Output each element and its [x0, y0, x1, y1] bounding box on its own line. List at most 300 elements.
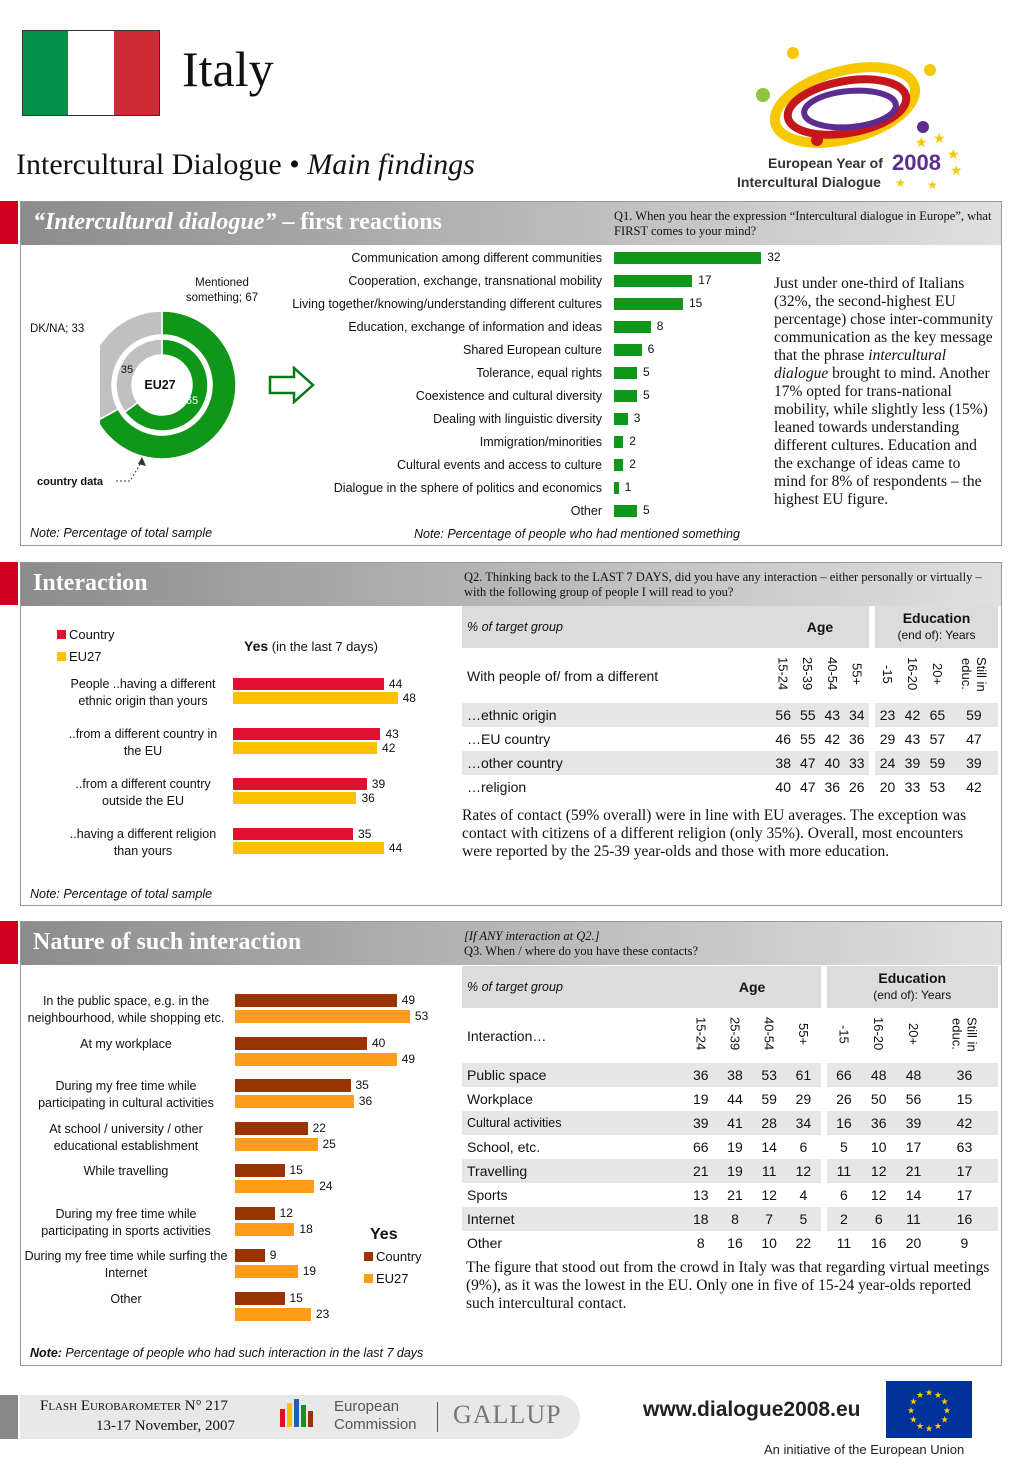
bar: [235, 994, 397, 1007]
footer-dates: 13-17 November, 2007: [96, 1418, 235, 1434]
table-cell: 6: [799, 1139, 808, 1155]
table-cell: 36: [861, 1111, 896, 1135]
table-cell: 33: [845, 751, 870, 775]
table-cell: 17: [905, 1139, 922, 1155]
section3-legend: [364, 1224, 422, 1290]
eu-star: ★: [934, 1421, 943, 1432]
column-header-label: 20+: [929, 662, 945, 686]
bar-label: During my free time while participating in cultural activities: [38, 1079, 214, 1110]
eu-star: ★: [909, 1414, 918, 1425]
row-label: …EU country: [467, 731, 551, 747]
column-header: [684, 1008, 718, 1063]
section3-header: [21, 922, 1001, 965]
section2-marker: [0, 562, 18, 605]
table-cell: 17: [956, 1187, 973, 1203]
table-cell: 13: [692, 1187, 709, 1203]
country-data-arrow: [112, 455, 152, 487]
table-cell: 39: [950, 751, 998, 775]
table-cell: 4: [799, 1187, 808, 1203]
table-cell: 33: [904, 779, 921, 795]
table-cell: 38: [771, 751, 796, 775]
bar: [235, 1180, 314, 1193]
column-header-label: 25-39: [727, 1017, 743, 1051]
table-cell: 42: [966, 779, 982, 795]
bar-value: 23: [315, 1306, 330, 1321]
education-label: Education: [878, 970, 947, 986]
footer-divider: [437, 1402, 438, 1432]
table-cell: 56: [771, 703, 796, 727]
section3-note: Note: Percentage of people who had such interaction in the last 7 days: [30, 1346, 424, 1360]
section2-header: [21, 563, 1001, 606]
bar-label: Cooperation, exchange, transnational mobility: [348, 274, 602, 288]
bar-label: Education, exchange of information and ideas: [348, 320, 602, 334]
bar: [233, 678, 384, 690]
bar-label: Tolerance, equal rights: [476, 366, 602, 380]
donut-inner-dk: 35: [120, 364, 134, 376]
bar-label: Dealing with linguistic diversity: [433, 412, 602, 426]
gallup-logo: GALLUP: [453, 1400, 562, 1429]
bar: [235, 1308, 311, 1321]
table-cell: 28: [752, 1111, 786, 1135]
bar-value: 2: [629, 434, 636, 448]
bar: [614, 367, 637, 379]
bar-value: 53: [414, 1009, 429, 1023]
table-row: [462, 751, 998, 775]
row-label: …ethnic origin: [462, 703, 771, 727]
section2-legend: [57, 624, 115, 668]
bar-value: 48: [402, 691, 416, 705]
bar-label: ..from a different country in the EU: [68, 727, 218, 758]
section3-heading: Nature of such interaction: [33, 929, 302, 955]
bar-value: 49: [401, 993, 416, 1007]
column-header-label: 40-54: [761, 1017, 777, 1051]
table-cell: 43: [820, 703, 845, 727]
bar: [233, 828, 353, 840]
section3-question: [If ANY interaction at Q2.] Q3. When / where do you have these contacts?: [464, 929, 699, 958]
column-header: [752, 1008, 786, 1063]
donut-mentioned-label: Mentioned something; 67: [185, 277, 259, 304]
table-cell: 63: [956, 1139, 973, 1155]
bar: [233, 842, 384, 854]
footer-url[interactable]: www.dialogue2008.eu: [643, 1398, 861, 1421]
table-cell: 12: [761, 1187, 777, 1203]
bar: [614, 321, 651, 333]
column-header-label: 16-20: [871, 1017, 887, 1051]
row-label: Workplace: [467, 1091, 533, 1107]
table-cell: 7: [752, 1207, 786, 1231]
table-cell: 26: [836, 1091, 852, 1107]
bar: [614, 252, 761, 264]
table-cell: 16: [827, 1111, 862, 1135]
bar-value: 35: [358, 827, 372, 841]
column-header-label: 55+: [849, 662, 865, 686]
donut-center-label: EU27: [144, 378, 176, 392]
bar-value: 24: [319, 1179, 333, 1193]
table-cell: 36: [824, 779, 841, 795]
section2-question: Q2. Thinking back to the LAST 7 DAYS, did you have any interaction – either personally or virtually – with the following group of people I will read to you?: [464, 570, 982, 599]
bar-value: 36: [358, 1094, 373, 1108]
eurobarometer-icon: [276, 1395, 322, 1431]
row-header: Interaction…: [467, 1027, 547, 1044]
bar: [614, 390, 637, 402]
column-header: [950, 648, 998, 703]
table-cell: 20: [879, 779, 896, 795]
table-cell: 55: [795, 703, 820, 727]
table-cell: 19: [692, 1091, 709, 1107]
bar-value: 5: [643, 388, 650, 402]
table-row: [462, 1207, 998, 1231]
eu-star: ★: [925, 1423, 934, 1434]
bar: [235, 1138, 318, 1151]
table-cell: 61: [786, 1063, 820, 1087]
table-cell: 11: [827, 1159, 862, 1183]
table-cell: 53: [752, 1063, 786, 1087]
bar-value: 49: [401, 1051, 416, 1066]
column-header-label: Still in educ.: [958, 656, 989, 692]
section1-marker: [0, 201, 18, 244]
table-row: [462, 1183, 998, 1207]
row-label: Travelling: [462, 1159, 684, 1183]
table-cell: 40: [775, 779, 791, 795]
svg-text:★: ★: [895, 176, 906, 190]
education-header: [827, 966, 998, 1008]
bar-value: 17: [698, 273, 712, 287]
education-sub: (end of): Years: [897, 628, 976, 642]
footer-marker: [0, 1395, 18, 1439]
table-cell: 55: [799, 731, 816, 747]
bar: [614, 505, 637, 517]
section3-paragraph: The figure that stood out from the crowd in Italy was that regarding virtual meetings (9%), as it was the lowest in the EU. Only one in five of 15-24 year-olds reported such intercultural contact.: [466, 1259, 990, 1312]
column-header-label: Still in educ.: [949, 1016, 980, 1052]
section1-heading: “Intercultural dialogue” – first reactions: [33, 209, 442, 235]
section2-chart-title: Yes (in the last 7 days): [244, 638, 378, 654]
table-cell: 29: [879, 731, 896, 747]
table-cell: 5: [786, 1207, 820, 1231]
bar: [614, 482, 619, 494]
eu-star: ★: [925, 1387, 934, 1398]
bar-label: While travelling: [83, 1164, 169, 1178]
bar-value: 32: [767, 250, 781, 264]
table-cell: 8: [718, 1207, 752, 1231]
bar: [235, 1095, 354, 1108]
bar: [235, 1079, 351, 1092]
bar: [235, 1010, 410, 1023]
eu-stars-icon: [886, 1381, 972, 1438]
section1-question: Q1. When you hear the expression “Intercultural dialogue in Europe”, what FIRST comes to your mind?: [614, 209, 992, 238]
bar-value: 15: [289, 1290, 303, 1305]
column-header-label: 25-39: [800, 657, 816, 691]
table-cell: 44: [727, 1091, 743, 1107]
column-header: [786, 1008, 820, 1063]
column-header: [900, 648, 925, 703]
legend-country: Country: [364, 1246, 422, 1268]
table-cell: 2: [827, 1207, 862, 1231]
table-cell: 10: [761, 1235, 777, 1251]
bar: [235, 1164, 285, 1177]
table-cell: 50: [870, 1091, 887, 1107]
section3-marker: [0, 921, 18, 964]
bar: [235, 1053, 397, 1066]
flag-red-stripe: [114, 31, 159, 115]
column-header: [925, 648, 950, 703]
table-cell: 65: [925, 703, 950, 727]
table-cell: 12: [786, 1159, 820, 1183]
column-header: [896, 1008, 931, 1063]
legend-country: Country: [57, 624, 115, 646]
table-cell: 11: [752, 1159, 786, 1183]
bar-value: 22: [312, 1120, 326, 1135]
section2-paragraph: Rates of contact (59% overall) were in line with EU averages. The exception was contact with citizens of a different religion (only 35%). Overall, most encounters were reported by the 25-39 year-olds and those with more education.: [462, 807, 967, 860]
bar-value: 42: [382, 741, 396, 755]
eu-star: ★: [943, 1405, 952, 1416]
table-cell: 20: [905, 1235, 922, 1251]
table-cell: 36: [849, 731, 865, 747]
table-cell: 57: [929, 731, 946, 747]
eu-star: ★: [916, 1389, 925, 1400]
bar-label: ..from a different country outside the EU: [75, 777, 211, 808]
bar-label: At my workplace: [80, 1036, 172, 1051]
education-sub: (end of): Years: [873, 988, 952, 1002]
eu-star: ★: [916, 1421, 925, 1432]
table-cell: 47: [966, 731, 982, 747]
table-cell: 59: [761, 1091, 777, 1107]
column-header-label: 15-24: [775, 657, 791, 691]
table-cell: 11: [896, 1207, 931, 1231]
section1-note-right: Note: Percentage of people who had mentioned something: [414, 527, 740, 541]
bar: [235, 1207, 275, 1220]
table-cell: 53: [929, 779, 946, 795]
table-cell: 42: [824, 731, 841, 747]
row-label: School, etc.: [467, 1139, 541, 1155]
table-cell: 29: [795, 1091, 812, 1107]
table-cell: 16: [727, 1235, 743, 1251]
nature-table: [462, 966, 998, 1255]
table-cell: 17: [931, 1159, 998, 1183]
column-header-label: -15: [836, 1024, 852, 1044]
table-row: [462, 1111, 998, 1135]
section3-legend-title: Yes: [370, 1226, 398, 1243]
eu-star: ★: [909, 1396, 918, 1407]
svg-text:★: ★: [915, 134, 928, 150]
bar-value: 12: [279, 1205, 293, 1220]
table-cell: 39: [900, 751, 925, 775]
table-cell: 48: [861, 1063, 896, 1087]
italy-flag: [22, 30, 160, 116]
bar: [614, 413, 628, 425]
bar-label: Other: [110, 1291, 142, 1306]
bar-label: Cultural events and access to culture: [397, 458, 602, 472]
bar-value: 19: [302, 1264, 317, 1278]
table-cell: 39: [684, 1111, 718, 1135]
bar-value: 15: [689, 296, 703, 310]
age-header: Age: [684, 966, 821, 1008]
table-cell: 41: [718, 1111, 752, 1135]
row-label: Cultural activities: [462, 1111, 684, 1135]
eyid-logo: [735, 35, 975, 195]
bar: [235, 1292, 285, 1305]
row-header: With people of/ from a different: [467, 667, 659, 684]
bar-label: In the public space, e.g. in the neighbourhood, while shopping etc.: [27, 994, 225, 1025]
table-cell: 66: [692, 1139, 709, 1155]
bar-label: At school / university / other educational establishment: [49, 1121, 203, 1153]
section2-heading: Interaction: [33, 570, 148, 596]
footer-survey: Flash Eurobarometer N° 217: [40, 1398, 228, 1414]
table-cell: 14: [905, 1187, 922, 1203]
column-header-label: 15-24: [693, 1017, 709, 1051]
row-label: …other country: [462, 751, 771, 775]
table-row: [462, 1135, 998, 1159]
table-row: [462, 1087, 998, 1111]
row-label: Sports: [467, 1187, 508, 1203]
education-label: Education: [902, 610, 971, 626]
table-cell: 8: [696, 1235, 705, 1251]
table-cell: 59: [950, 703, 998, 727]
column-header: [718, 1008, 752, 1063]
column-header-label: 55+: [795, 1022, 811, 1046]
eu-flag: [886, 1381, 972, 1438]
bar: [233, 792, 356, 804]
bar-value: 5: [643, 365, 650, 379]
bar: [233, 728, 380, 740]
table-row: [462, 703, 998, 727]
column-header: [827, 1008, 862, 1063]
table-row: [462, 727, 998, 751]
table-cell: 38: [718, 1063, 752, 1087]
bar: [235, 1223, 294, 1236]
bar-value: 5: [643, 503, 650, 517]
bar-value: 35: [355, 1078, 369, 1092]
table-cell: 12: [861, 1159, 896, 1183]
column-header-label: 16-20: [904, 657, 920, 691]
ec-line1: European: [334, 1398, 400, 1415]
table-cell: 21: [684, 1159, 718, 1183]
bar-label: Dialogue in the sphere of politics and economics: [333, 481, 602, 495]
table-cell: 15: [956, 1091, 973, 1107]
bar: [235, 1265, 298, 1278]
svg-text:★: ★: [933, 130, 946, 146]
table-row: [462, 1159, 998, 1183]
flag-white-stripe: [68, 31, 113, 115]
bar-label: Other: [570, 504, 602, 518]
table-cell: 9: [960, 1235, 969, 1251]
bar: [614, 459, 623, 471]
table-cell: 34: [845, 703, 870, 727]
bar: [614, 298, 683, 310]
bar-value: 8: [656, 319, 664, 333]
section1-paragraph: Just under one-third of Italians (32%, the second-highest EU percentage) chose inter-community communication as the key message that the phrase intercultural dialogue brought to mind. Another 17% opted for trans-national mobility, while slightly less (15%) leaned towards understanding different cultures. Education and the exchange of ideas came to mind for 8% of respondents – the highest EU figure.: [774, 275, 994, 508]
table-cell: 47: [799, 779, 816, 795]
svg-text:★: ★: [927, 178, 938, 192]
flag-green-stripe: [23, 31, 68, 115]
bar-value: 9: [269, 1248, 277, 1262]
bar-value: 18: [299, 1221, 313, 1236]
table-cell: 56: [905, 1091, 922, 1107]
bar: [233, 692, 398, 704]
column-header: [795, 648, 820, 703]
table-corner: % of target group: [462, 606, 771, 648]
table-cell: 21: [727, 1187, 743, 1203]
table-row: [462, 1063, 998, 1087]
svg-text:★: ★: [950, 162, 963, 178]
ec-line2: Commission: [334, 1416, 417, 1433]
bar-label: Coexistence and cultural diversity: [415, 389, 602, 403]
bar-value: 44: [388, 677, 403, 691]
table-cell: 22: [795, 1235, 812, 1251]
eu-star: ★: [940, 1396, 949, 1407]
table-cell: 21: [896, 1159, 931, 1183]
table-cell: 16: [931, 1207, 998, 1231]
bar-value: 44: [388, 841, 403, 855]
bar-value: 6: [647, 342, 655, 356]
svg-text:★: ★: [947, 146, 960, 162]
bar-value: 1: [624, 480, 632, 494]
row-label: Public space: [462, 1063, 684, 1087]
table-cell: 36: [931, 1063, 998, 1087]
bar: [233, 742, 377, 754]
table-cell: 42: [931, 1111, 998, 1135]
column-header: [820, 648, 845, 703]
column-header-label: 20+: [906, 1022, 921, 1046]
table-cell: 66: [827, 1063, 862, 1087]
table-cell: 26: [849, 779, 865, 795]
logo-line1: European Year of: [768, 155, 883, 171]
bar-value: 40: [372, 1035, 386, 1050]
bar: [235, 1122, 308, 1135]
eu-star: ★: [934, 1389, 943, 1400]
table-cell: 6: [840, 1187, 848, 1203]
column-header: [875, 648, 900, 703]
donut-inner-mentioned: 65: [185, 395, 199, 407]
bar-value: 43: [385, 727, 399, 741]
table-cell: 12: [870, 1187, 887, 1203]
country-title: Italy: [182, 41, 274, 97]
bar-label: During my free time while surfing the Internet: [24, 1249, 228, 1280]
logo-year: 2008: [892, 150, 941, 175]
table-corner: % of target group: [462, 966, 684, 1008]
section1-header: [21, 202, 1001, 245]
table-row: [462, 1231, 998, 1255]
education-header: [875, 606, 998, 648]
bar: [235, 1037, 367, 1050]
bar: [233, 778, 367, 790]
table-cell: 23: [875, 703, 900, 727]
column-header: [771, 648, 796, 703]
column-header: [931, 1008, 998, 1063]
row-label: Other: [467, 1235, 503, 1251]
bar-value: 36: [361, 791, 375, 805]
table-cell: 48: [896, 1063, 931, 1087]
column-header: [845, 648, 870, 703]
bar: [235, 1249, 265, 1262]
table-cell: 42: [900, 703, 925, 727]
logo-line2: Intercultural Dialogue: [737, 174, 881, 190]
bar-value: 3: [633, 411, 641, 425]
bar: [614, 436, 623, 448]
bar: [614, 275, 692, 287]
bar-label: Immigration/minorities: [479, 435, 602, 449]
column-header-label: -15: [880, 664, 896, 684]
table-cell: 10: [870, 1139, 887, 1155]
eu-star: ★: [940, 1414, 949, 1425]
bar-label: ..having a different religion than yours: [69, 827, 217, 858]
table-cell: 40: [820, 751, 845, 775]
table-cell: 39: [896, 1111, 931, 1135]
page-subtitle: Intercultural Dialogue • Main findings: [16, 148, 475, 181]
table-cell: 46: [775, 731, 791, 747]
table-cell: 34: [786, 1111, 820, 1135]
bar-value: 15: [289, 1163, 303, 1177]
footer-initiative: An initiative of the European Union: [764, 1442, 965, 1457]
